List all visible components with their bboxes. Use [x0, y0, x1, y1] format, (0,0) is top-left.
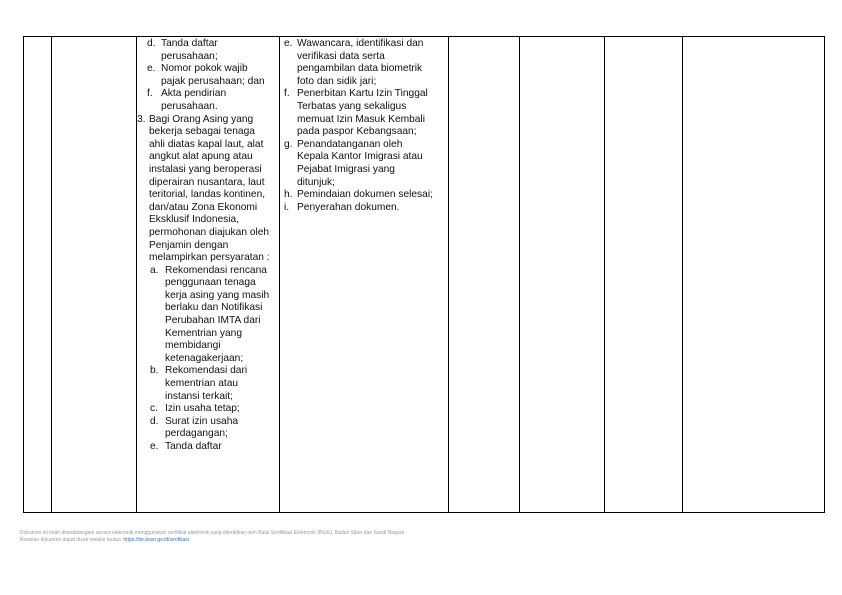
list-item: e. Tanda daftar — [150, 441, 222, 452]
list-item: a. Rekomendasi rencana penggunaan tenaga kerja asing yang masih berlaku dan Notifikasi Perubahan IMTA dari Kementrian yang membidangi ketenagakerjaan; — [150, 264, 270, 364]
number-cell — [24, 37, 52, 513]
list-item: d. Tanda daftar perusahaan; — [147, 38, 218, 62]
cost-cell — [520, 37, 605, 513]
requirements-cell — [137, 37, 280, 513]
verification-link[interactable]: https://tte.bssn.go.id/verifikasi — [123, 536, 189, 543]
service-cell — [52, 37, 137, 513]
time-cell — [449, 37, 520, 513]
product-cell — [605, 37, 683, 513]
list-item: b. Rekomendasi dari kementrian atau instansi terkait; — [150, 365, 248, 402]
list-item: e. Nomor pokok wajib pajak perusahaan; dan — [147, 63, 265, 87]
notes-cell — [683, 37, 825, 513]
list-item: d. Surat izin usaha perdagangan; — [150, 415, 239, 440]
list-item: c. Izin usaha tetap; — [150, 403, 240, 415]
list-item: f. Penerbitan Kartu Izin Tinggal Terbatas yang sekaligus memuat Izin Masuk Kembali pada paspor Kebangsaan; — [284, 88, 428, 138]
footer-line-1: Dokumen ini telah ditandatangani secara elektronik menggunakan sertifikat elektronik yang diterbitkan oleh Balai Sertifikasi Elektronik (BSrE), Badan Siber dan Sandi Negara — [20, 530, 405, 536]
list-item: g. Penandatanganan oleh Kepala Kantor Imigrasi atau Pejabat Imigrasi yang ditunjuk; — [284, 138, 423, 188]
footer-line-2: Keaslian dokumen dapat dicek melalui tautan: https://tte.bssn.go.id/verifikasi — [20, 536, 189, 543]
requirements-table — [23, 36, 825, 513]
signature-footer — [20, 530, 404, 543]
list-item: i. Penyerahan dokumen. — [284, 201, 400, 213]
list-item: h. Pemindaian dokumen selesai; — [284, 189, 433, 201]
list-item: f. Akta pendirian perusahaan. — [147, 88, 227, 112]
list-item: 3. Bagi Orang Asing yang bekerja sebagai tenaga ahli diatas kapal laut, alat angkut alat apung atau instalasi yang beroperasi diperairan nusantara, laut teritorial, landas kontinen, dan/atau Zona Ekonomi Eksklusif Indonesia, permohonan diajukan oleh Penjamin dengan melampirkan persyaratan : — [137, 113, 270, 264]
table-row — [24, 37, 825, 513]
list-item: e. Wawancara, identifikasi dan verifikasi data serta pengambilan data biometrik foto dan sidik jari; — [284, 38, 424, 87]
procedure-cell — [280, 37, 449, 513]
